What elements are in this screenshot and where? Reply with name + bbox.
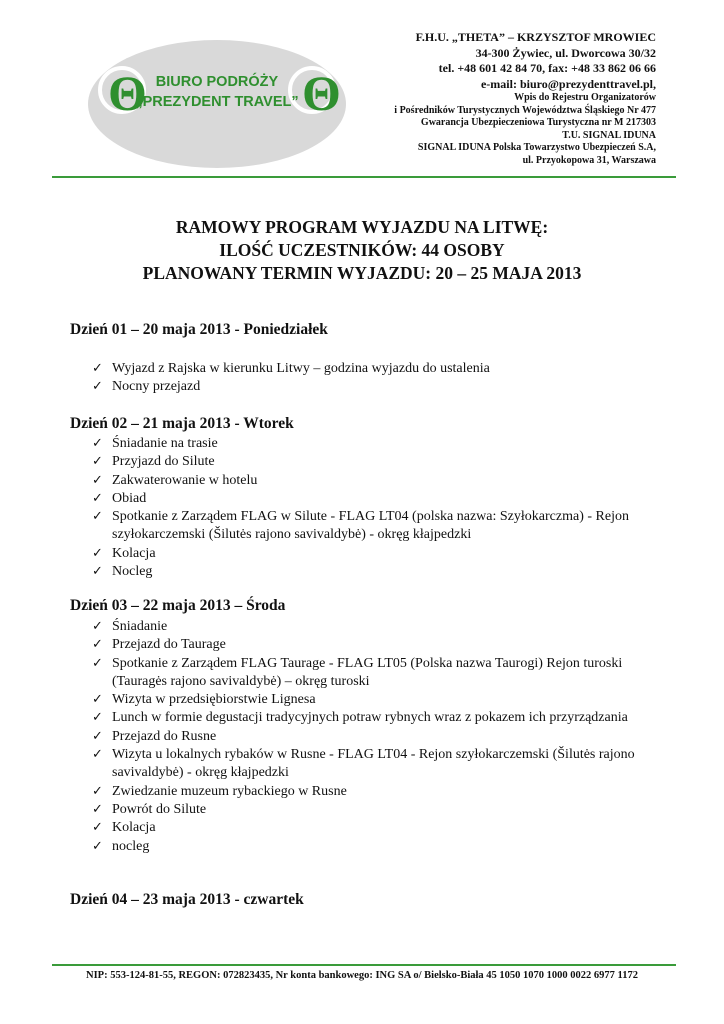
company-name: F.H.U. „THETA” – KRZYSZTOF MROWIEC (415, 30, 656, 44)
list-item: ✓ Nocny przejazd (92, 378, 662, 396)
list-item: ✓ Śniadanie (92, 618, 662, 636)
company-phone: tel. +48 601 42 84 70, fax: +48 33 862 06 66 (438, 61, 656, 76)
day-heading: Dzień 01 – 20 maja 2013 - Poniedziałek (70, 321, 328, 338)
day-heading: Dzień 04 – 23 maja 2013 - czwartek (70, 891, 304, 908)
list-item: ✓ Nocleg (92, 563, 662, 581)
title-line: RAMOWY PROGRAM WYJAZDU NA LITWĘ: (175, 217, 549, 237)
day-items-list (92, 360, 662, 397)
list-item: ✓ Wizyta u lokalnych rybaków w Rusne - FLAG LT04 - Rejon szyłokarczemski (Šilutės rajono savivaldybė) - okręg kłajpedzki (92, 746, 662, 783)
title-line: ILOŚĆ UCZESTNIKÓW: 44 OSOBY (219, 240, 505, 260)
company-email: e-mail: biuro@prezydenttravel.pl, (480, 76, 656, 91)
list-item: ✓ Kolacja (92, 545, 662, 563)
list-item: ✓ Lunch w formie degustacji tradycyjnych potraw rybnych wraz z pokazem ich przyrządzania (92, 709, 662, 727)
list-item: ✓ Kolacja (92, 819, 662, 837)
list-item: ✓ Obiad (92, 490, 662, 508)
company-logo (86, 38, 348, 176)
list-item: ✓ Przejazd do Taurage (92, 636, 662, 654)
list-item: ✓ Zakwaterowanie w hotelu (92, 472, 662, 490)
header-divider (52, 176, 676, 178)
registry-line: Wpis do Rejestru Organizatorów (514, 92, 656, 104)
list-item: ✓ Przejazd do Rusne (92, 728, 662, 746)
list-item: ✓ Wyjazd z Rajska w kierunku Litwy – godzina wyjazdu do ustalenia (92, 360, 662, 378)
list-item: ✓ Powrót do Silute (92, 801, 662, 819)
day-heading: Dzień 02 – 21 maja 2013 - Wtorek (70, 415, 294, 432)
list-item: ✓ Zwiedzanie muzeum rybackiego w Rusne (92, 783, 662, 801)
logo-line1: BIURO PODRÓŻY (155, 74, 279, 90)
day-items-list (92, 435, 662, 581)
list-item: ✓ Wizyta w przedsiębiorstwie Lignesa (92, 691, 662, 709)
theta-left-icon: Θ (108, 65, 147, 121)
footer-bank-info: NIP: 553-124-81-55, REGON: 072823435, Nr konta bankowego: ING SA o/ Bielsko-Biała 45 1050 1070 1000 0022 6977 1172 (86, 970, 638, 981)
company-address: 34-300 Żywiec, ul. Dworcowa 30/32 (475, 45, 656, 60)
theta-right-icon: Θ (302, 65, 341, 121)
list-item: ✓ nocleg (92, 838, 662, 856)
list-item: ✓ Przyjazd do Silute (92, 453, 662, 471)
registry-line: T.U. SIGNAL IDUNA (562, 129, 656, 141)
logo-line2: „PREZYDENT TRAVEL” (135, 94, 299, 110)
list-item: ✓ Spotkanie z Zarządem FLAG Taurage - FLAG LT05 (Polska nazwa Taurogi) Rejon turoski (Tauragės rajono savivaldybė) – okręg turoski (92, 655, 662, 692)
registry-line: ul. Przyokopowa 31, Warszawa (522, 154, 656, 166)
day-items-list (92, 618, 662, 856)
day-heading: Dzień 03 – 22 maja 2013 – Środa (70, 597, 286, 614)
list-item: ✓ Śniadanie na trasie (92, 435, 662, 453)
document-title (0, 216, 724, 285)
registry-line: Gwarancja Ubezpieczeniowa Turystyczna nr M 217303 (420, 117, 656, 129)
list-item: ✓ Spotkanie z Zarządem FLAG w Silute - FLAG LT04 (polska nazwa: Szyłokarczma) - Rejon szyłokarczemski (Šilutės rajono savivaldybė) - okręg kłajpedzki (92, 508, 662, 545)
title-line: PLANOWANY TERMIN WYJAZDU: 20 – 25 MAJA 2013 (142, 263, 582, 283)
footer-divider (52, 964, 676, 966)
registry-line: SIGNAL IDUNA Polska Towarzystwo Ubezpieczeń S.A, (417, 142, 656, 154)
registry-line: i Pośredników Turystycznych Województwa Śląskiego Nr 477 (394, 104, 656, 116)
company-info (394, 30, 656, 167)
